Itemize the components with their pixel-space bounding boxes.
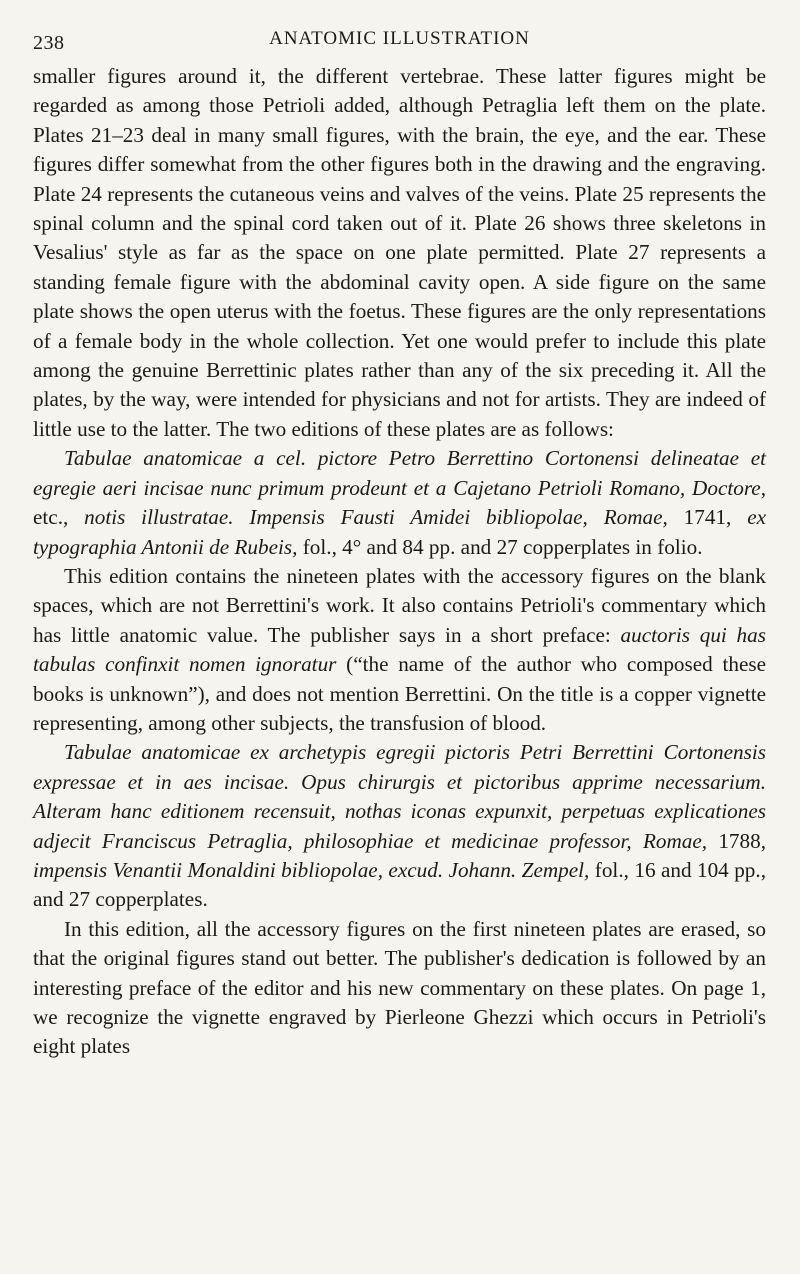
citation2-publisher: impensis Venantii Monaldini bibliopolae, excud. Johann. Zempel, bbox=[33, 857, 590, 882]
citation-year: 1741, bbox=[667, 505, 748, 530]
citation-notis: notis illustratae. Impensis Fausti Amidei bibliopolae, Romae, bbox=[84, 505, 668, 530]
paragraph-first-edition-part1: This edition contains the nineteen plates with the accessory figures on the blank spaces, which are not Berrettini's work. It also contains Petrioli's commentary which has little anatomic value. The publisher says in a short preface: bbox=[33, 563, 766, 647]
citation-second-edition bbox=[33, 738, 766, 914]
paragraph-first-edition-part2: (“the name of the author who composed these books is unknown”), and does not mention Berrettini. On the title is a copper vignette representing, among other subjects, the transfusion of blood. bbox=[33, 652, 767, 735]
citation2-format: fol., 16 and 104 pp., and 27 copperplates. bbox=[33, 857, 766, 912]
page-number: 238 bbox=[33, 32, 65, 54]
citation-format: fol., 4° and 84 pp. and 27 copperplates in folio. bbox=[297, 534, 703, 559]
citation2-year: 1788, bbox=[707, 828, 767, 853]
citation-title: Tabulae anatomicae a cel. pictore Petro Berrettino Cortonensi delineatae et egregie aeri incisae nunc primum prodeunt et a Cajetano Petrioli Romano, Doctore, bbox=[33, 446, 766, 500]
running-title: ANATOMIC ILLUSTRATION bbox=[269, 28, 530, 49]
latin-quote: auctoris qui has tabulas confinxit nomen ignoratur bbox=[33, 622, 766, 677]
paragraph-second-edition: In this edition, all the accessory figures on the first nineteen plates are erased, so that the original figures stand out better. The publisher's dedication is followed by an interesting preface of the editor and his new commentary on these plates. On page 1, we recognize the vignette engraved by Pierleone Ghezzi which occurs in Petrioli's eight plates bbox=[33, 916, 766, 1059]
citation-first-edition bbox=[33, 444, 766, 562]
citation-printer: ex typographia Antonii de Rubeis, bbox=[33, 505, 767, 559]
citation2-title: Tabulae anatomicae ex archetypis egregii pictoris Petri Berrettini Cortonensis expressae et in aes incisae. Opus chirurgis et pictoribus apprime necessarium. Alteram hanc editionem recensuit, nothas iconas expunxit, perpetuas explicationes adjecit Franciscus Petraglia, philosophiae et medicinae professor, Romae, bbox=[33, 740, 766, 853]
paragraph-first-edition bbox=[33, 562, 766, 738]
running-head bbox=[33, 22, 766, 62]
citation-etc: etc., bbox=[33, 505, 85, 530]
paragraph-plates-description: smaller figures around it, the different vertebrae. These latter figures might be regarded as among those Petrioli added, although Petraglia left them on the plate. Plates 21–23 deal in many small figures, with the brain, the eye, and the ear. These figures differ somewhat from the other figures both in the drawing and the engraving. Plate 24 represents the cutaneous veins and valves of the veins. Plate 25 represents the spinal column and the spinal cord taken out of it. Plate 26 shows three skeletons in Vesalius' style as far as the space on one plate permitted. Plate 27 represents a standing female figure with the abdominal cavity open. A side figure on the same plate shows the open uterus with the foetus. These figures are the only representations of a female body in the whole collection. Yet one would prefer to include this plate among the genuine Berrettinic plates rather than any of the six preceding it. All the plates, by the way, were intended for physicians and not for artists. They are indeed of little use to the latter. The two editions of these plates are as follows: bbox=[33, 64, 766, 441]
body-text bbox=[33, 62, 766, 1062]
